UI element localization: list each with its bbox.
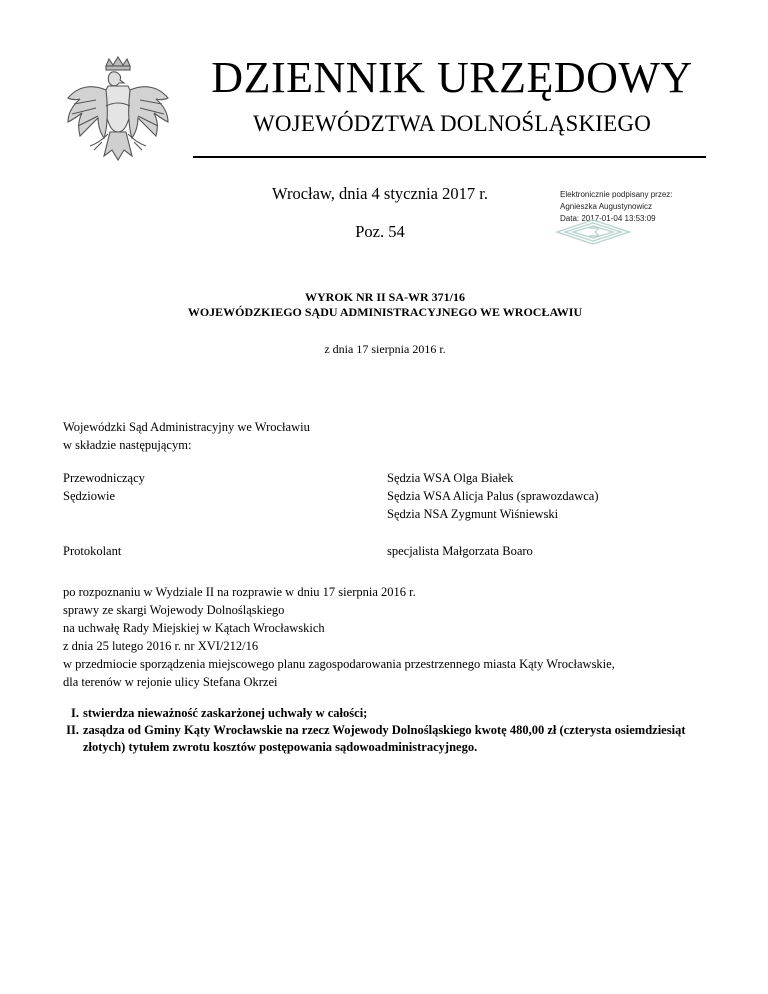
proceedings-line: sprawy ze skargi Wojewody Dolnośląskiego: [63, 603, 285, 617]
ruling-item-number: I.: [71, 706, 79, 720]
masthead-divider: [193, 156, 706, 158]
clerk-label: Protokolant: [63, 544, 122, 558]
ruling-list: [63, 705, 703, 756]
composition-intro: w składzie następującym:: [63, 438, 192, 452]
court-composition-intro: [63, 418, 310, 454]
clerk-name: specjalista Małgorzata Boaro: [387, 544, 533, 558]
position-number: Poz. 54: [355, 222, 405, 241]
role-labels: [63, 469, 145, 505]
journal-subtitle: WOJEWÓDZTWA DOLNOŚLĄSKIEGO: [252, 111, 652, 136]
ruling-item: [63, 722, 703, 756]
court-name-heading: WOJEWÓDZKIEGO SĄDU ADMINISTRACYJNEGO WE WROCŁAWIU: [187, 305, 583, 319]
ruling-item: [63, 705, 703, 722]
signature-label: Elektronicznie podpisany przez:: [560, 190, 673, 199]
signature-date: Data: 2017-01-04 13:53:09: [560, 214, 656, 223]
judge-names: [387, 469, 599, 523]
issue-date: Wrocław, dnia 4 stycznia 2017 r.: [272, 184, 488, 203]
proceedings-line: dla terenów w rejonie ulicy Stefana Okrzei: [63, 675, 278, 689]
proceedings-paragraph: [63, 583, 615, 691]
ruling-item-number: II.: [66, 723, 79, 737]
signature-signer: Agnieszka Augustynowicz: [560, 202, 653, 211]
signature-verification-icon: [555, 218, 631, 246]
judgment-heading: [60, 290, 710, 320]
chair-judge: Sędzia WSA Olga Białek: [387, 471, 514, 485]
judgment-number: WYROK NR II SA-WR 371/16: [304, 290, 465, 304]
ruling-item-text: zasądza od Gminy Kąty Wrocławskie na rzecz Wojewody Dolnośląskiego kwotę 480,00 zł (czterysta osiemdziesiąt złotych) tytułem zwrotu kosztów postępowania sądowoadministracyjnego.: [83, 723, 686, 754]
third-judge: Sędzia NSA Zygmunt Wiśniewski: [387, 507, 559, 521]
chair-label: Przewodniczący: [63, 471, 145, 485]
white-eagle-emblem-icon: [62, 56, 174, 176]
proceedings-line: na uchwałę Rady Miejskiej w Kątach Wrocławskich: [63, 621, 325, 635]
judgment-date: z dnia 17 sierpnia 2016 r.: [324, 342, 446, 356]
proceedings-line: z dnia 25 lutego 2016 r. nr XVI/212/16: [63, 639, 259, 653]
ruling-item-text: stwierdza nieważność zaskarżonej uchwały w całości;: [83, 706, 368, 720]
proceedings-line: w przedmiocie sporządzenia miejscowego planu zagospodarowania przestrzennego miasta Kąty Wrocławskie,: [63, 657, 615, 671]
reporting-judge: Sędzia WSA Alicja Palus (sprawozdawca): [387, 489, 599, 503]
journal-title: DZIENNIK URZĘDOWY: [211, 53, 693, 102]
judges-label: Sędziowie: [63, 489, 116, 503]
proceedings-line: po rozpoznaniu w Wydziale II na rozprawie w dniu 17 sierpnia 2016 r.: [63, 585, 416, 599]
court-name: Wojewódzki Sąd Administracyjny we Wrocławiu: [63, 420, 310, 434]
